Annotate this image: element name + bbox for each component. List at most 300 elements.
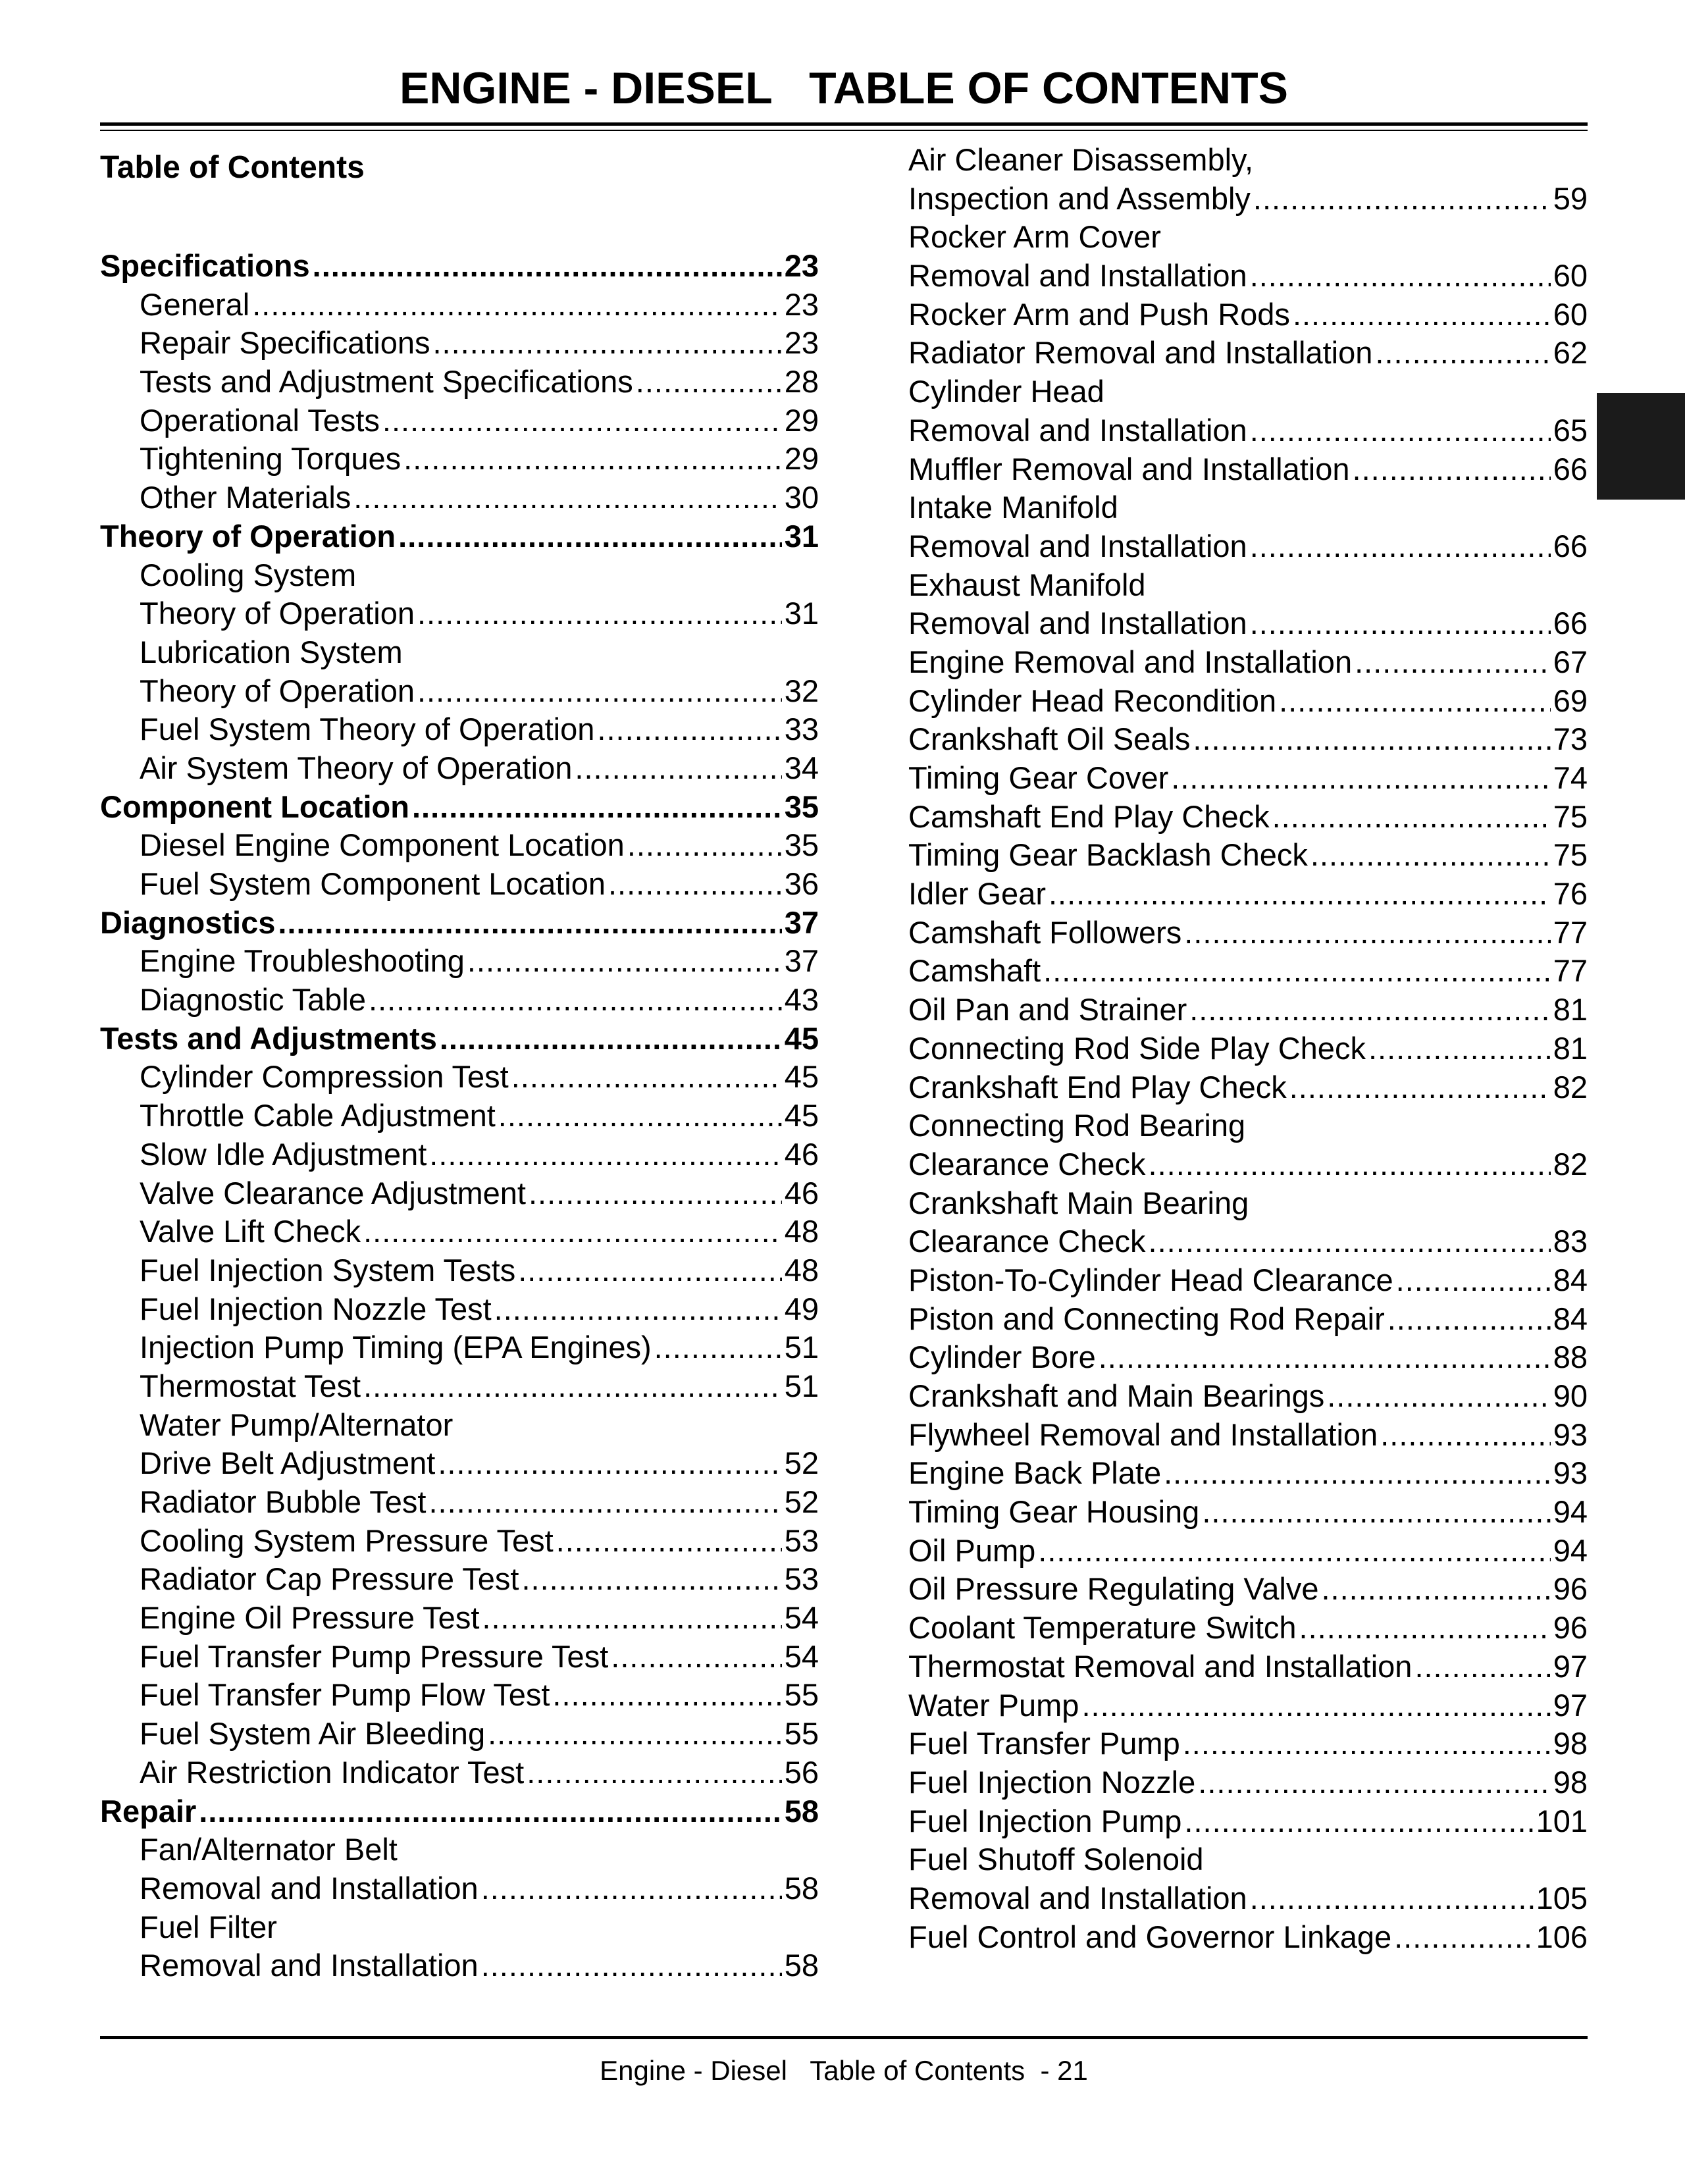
toc-entry-title-line [100,1908,819,1947]
toc-page-number: 84 [1553,1301,1588,1336]
toc-entry-label: Tests and Adjustment Specifications [140,364,633,400]
toc-entry-label: Inspection and Assembly [908,180,1251,216]
toc-page-number: 94 [1553,1532,1588,1568]
dot-leader [440,1020,782,1058]
toc-entry[interactable] [908,1532,1588,1571]
toc-entry[interactable] [100,1328,819,1367]
toc-entry-label: Radiator Cap Pressure Test [140,1561,519,1597]
toc-entry-label: Flywheel Removal and Installation [908,1417,1378,1452]
dot-leader [1149,1222,1551,1261]
toc-entry[interactable] [100,402,819,440]
toc-entry-label: Other Materials [140,480,351,515]
toc-page-number: 45 [784,1020,819,1056]
toc-page-number: 53 [784,1561,819,1597]
toc-entry-label: Exhaust Manifold [908,567,1146,602]
toc-entry[interactable] [100,1097,819,1135]
toc-page-number: 94 [1553,1494,1588,1530]
toc-page-number: 73 [1553,721,1588,757]
toc-entry-title-line [908,1184,1588,1223]
dot-leader [1353,450,1551,489]
dot-leader [398,517,782,556]
toc-entry[interactable] [100,1560,819,1599]
toc-page-number: 53 [784,1522,819,1558]
toc-entry[interactable] [908,1686,1588,1725]
toc-entry-label: Lubrication System [140,634,403,669]
toc-entry-label: Slow Idle Adjustment [140,1136,427,1172]
toc-entry-label: Fuel System Component Location [140,866,606,901]
toc-entry-label: Cylinder Compression Test [140,1059,509,1095]
toc-entry-label: Crankshaft Oil Seals [908,721,1191,757]
toc-entry-title-line [908,1840,1588,1879]
toc-page-number: 75 [1553,837,1588,873]
toc-entry[interactable] [100,710,819,749]
dot-leader [363,1367,782,1406]
toc-entry[interactable] [100,942,819,981]
toc-entry[interactable] [100,1522,819,1561]
toc-entry-label: Engine Oil Pressure Test [140,1600,480,1636]
toc-page-number: 58 [784,1948,819,1983]
dot-leader [1184,1802,1533,1841]
dot-leader [1193,720,1550,759]
toc-page-number: 32 [784,673,819,708]
toc-entry-label: Diesel Engine Component Location [140,827,625,863]
toc-entry-label: Tests and Adjustments [100,1020,437,1056]
toc-entry[interactable] [908,914,1588,952]
dot-leader [1043,952,1551,991]
toc-entry[interactable] [908,720,1588,759]
toc-entry-label: Fuel Filter [140,1909,277,1944]
dot-leader [494,1290,782,1329]
toc-page-number: 93 [1553,1417,1588,1452]
dot-leader [597,710,781,749]
toc-entry[interactable] [908,1648,1588,1686]
toc-section-entry[interactable] [100,247,819,286]
toc-entry[interactable] [100,1638,819,1677]
toc-page-number: 93 [1553,1455,1588,1491]
toc-entry-label: Theory of Operation [140,673,415,708]
dot-leader [1321,1570,1550,1609]
toc-entry[interactable] [908,836,1588,875]
toc-page-number: 45 [784,1059,819,1095]
toc-entry[interactable] [100,1135,819,1174]
toc-page-number: 83 [1553,1224,1588,1259]
toc-entry[interactable] [100,286,819,325]
toc-entry[interactable] [908,682,1588,721]
toc-page-number: 33 [784,712,819,747]
toc-entry[interactable] [908,1029,1588,1068]
toc-page-number: 77 [1553,953,1588,989]
toc-entry-label: Crankshaft Main Bearing [908,1185,1249,1220]
toc-entry-label: Fuel Injection Nozzle Test [140,1291,492,1326]
toc-entry-label: Fuel Control and Governor Linkage [908,1919,1392,1954]
toc-entry[interactable] [100,1599,819,1638]
toc-entry-label: Fuel Injection System Tests [140,1252,516,1287]
toc-entry[interactable] [908,875,1588,914]
dot-leader [608,865,782,904]
toc-entry-title-line [908,488,1588,527]
dot-leader [1253,180,1551,219]
toc-entry-label: Oil Pan and Strainer [908,992,1187,1027]
dot-leader [1299,1609,1551,1648]
toc-entry-label: Removal and Installation [908,258,1247,294]
toc-entry-label: Removal and Installation [908,528,1247,563]
toc-entry-label: Theory of Operation [140,596,415,631]
toc-entry[interactable] [100,1483,819,1522]
toc-entry-label: Tightening Torques [140,441,402,477]
toc-page-number: 88 [1553,1339,1588,1375]
toc-entry[interactable] [100,363,819,402]
toc-entry[interactable] [100,1174,819,1213]
dot-leader [636,363,782,402]
toc-entry-label: Cylinder Head Recondition [908,683,1277,718]
toc-entry-label: Intake Manifold [908,490,1118,525]
dot-leader [429,1135,781,1174]
dot-leader [552,1676,781,1715]
dot-leader [527,1754,781,1792]
toc-entry-label: Thermostat Test [140,1368,361,1403]
dot-leader [1368,1029,1551,1068]
dot-leader [417,672,782,711]
toc-entry[interactable] [908,1377,1588,1416]
toc-section-entry[interactable] [100,1020,819,1058]
toc-entry[interactable] [908,1416,1588,1455]
toc-entry-label: Idler Gear [908,876,1046,912]
toc-entry-label: Removal and Installation [908,606,1247,641]
toc-page-number: 31 [784,518,819,554]
toc-page-number: 43 [784,982,819,1018]
dot-leader [412,788,782,827]
toc-page-number: 23 [784,325,819,361]
toc-entry-label: Engine Troubleshooting [140,943,465,979]
toc-entry-title-line [100,556,819,595]
toc-entry[interactable] [908,1802,1588,1841]
dot-leader [1250,411,1551,450]
dot-leader [1380,1416,1551,1455]
toc-entry[interactable] [100,324,819,363]
dot-leader [1375,334,1550,373]
dot-leader [433,324,782,363]
toc-entry[interactable] [100,440,819,479]
toc-page-number: 96 [1553,1571,1588,1607]
toc-section-entry[interactable] [100,517,819,556]
toc-entry[interactable] [908,1338,1588,1377]
toc-entry[interactable] [100,1290,819,1329]
toc-entry-label: Fan/Alternator Belt [140,1832,398,1867]
toc-entry[interactable] [100,1946,819,1985]
toc-entry-label: Drive Belt Adjustment [140,1445,436,1481]
toc-entry-label: General [140,286,250,322]
toc-entry[interactable] [100,1676,819,1715]
toc-entry[interactable] [908,643,1588,682]
toc-entry-label: Oil Pressure Regulating Valve [908,1571,1319,1607]
toc-entry[interactable] [908,296,1588,334]
toc-right-column [908,141,1588,1956]
toc-page-number: 35 [784,827,819,863]
toc-entry[interactable] [908,1570,1588,1609]
toc-entry[interactable] [100,749,819,788]
dot-leader [1310,836,1551,875]
dot-leader [1387,1300,1551,1339]
toc-entry-label: Fuel Injection Pump [908,1803,1182,1838]
toc-entry-label: Crankshaft and Main Bearings [908,1378,1325,1413]
dot-leader [1279,682,1551,721]
toc-page-number: 105 [1536,1880,1588,1915]
dot-leader [467,942,782,981]
toc-page-number: 60 [1553,258,1588,294]
toc-page-number: 97 [1553,1687,1588,1723]
dot-leader [521,1560,781,1599]
toc-entry[interactable] [908,1493,1588,1532]
toc-entry-label: Camshaft [908,953,1041,989]
toc-page-number: 59 [1553,180,1588,216]
dot-leader [1081,1686,1550,1725]
toc-entry-label: Water Pump/Alternator [140,1407,454,1442]
toc-entry-label: Cylinder Head [908,374,1104,409]
toc-page-number: 75 [1553,798,1588,834]
toc-entry-label: Piston and Connecting Rod Repair [908,1301,1385,1336]
toc-page-number: 76 [1553,876,1588,912]
toc-entry[interactable] [908,1261,1588,1300]
toc-entry[interactable] [100,594,819,633]
toc-entry[interactable] [100,1869,819,1908]
toc-entry[interactable] [100,1754,819,1792]
toc-entry[interactable] [100,1212,819,1251]
toc-entry[interactable] [908,991,1588,1029]
toc-entry[interactable] [908,1879,1588,1918]
toc-page-number: 45 [784,1098,819,1133]
dot-leader [353,479,781,517]
dot-leader [1289,1068,1551,1107]
dot-leader [482,1599,781,1638]
toc-page-number: 48 [784,1214,819,1249]
dot-leader [1293,296,1551,334]
toc-page-number: 74 [1553,760,1588,795]
toc-entry-label: Fuel System Theory of Operation [140,712,595,747]
toc-page-number: 49 [784,1291,819,1326]
toc-entry-label: Injection Pump Timing (EPA Engines) [140,1330,652,1365]
toc-entry[interactable] [908,411,1588,450]
dot-leader [403,440,782,479]
toc-page-number: 69 [1553,683,1588,718]
toc-entry-label: Air Cleaner Disassembly, [908,142,1254,177]
toc-page-number: 30 [784,480,819,515]
dot-leader [1250,527,1551,566]
toc-section-entry[interactable] [100,788,819,827]
toc-entry-label: Camshaft End Play Check [908,798,1270,834]
toc-entry-label: Throttle Cable Adjustment [140,1098,496,1133]
toc-page-number: 81 [1553,992,1588,1027]
toc-entry-label: Connecting Rod Side Play Check [908,1030,1366,1066]
toc-entry-label: Oil Pump [908,1532,1036,1568]
toc-entry-label: Valve Lift Check [140,1214,361,1249]
toc-entry-label: Repair Specifications [140,325,430,361]
toc-entry-label: Removal and Installation [140,1948,479,1983]
dot-leader [511,1058,782,1097]
toc-section-entry[interactable] [100,904,819,943]
toc-entry-title-line [100,633,819,672]
toc-entry[interactable] [100,1367,819,1406]
toc-entry-label: Engine Removal and Installation [908,644,1353,679]
toc-entry-label: Theory of Operation [100,518,396,554]
toc-entry[interactable] [908,1068,1588,1107]
toc-entry[interactable] [908,1725,1588,1763]
header-rule-thin [100,130,1588,131]
toc-page-number: 97 [1553,1648,1588,1684]
dot-leader [382,402,782,440]
toc-entry-label: Valve Clearance Adjustment [140,1175,526,1210]
toc-entry-title-line [908,566,1588,605]
toc-page-number: 82 [1553,1069,1588,1105]
toc-page-number: 29 [784,402,819,438]
toc-entry-title-line [100,1406,819,1445]
toc-entry-label: Fuel Shutoff Solenoid [908,1842,1204,1877]
toc-entry[interactable] [908,759,1588,798]
toc-entry-label: Rocker Arm Cover [908,219,1161,255]
toc-entry-label: Rocker Arm and Push Rods [908,296,1290,332]
toc-entry[interactable] [100,1444,819,1483]
toc-entry-label: Fuel Transfer Pump Flow Test [140,1677,550,1713]
toc-page-number: 36 [784,866,819,901]
toc-entry-label: Cylinder Bore [908,1339,1096,1375]
toc-entry[interactable] [100,981,819,1020]
dot-leader [1272,798,1551,837]
toc-entry-label: Connecting Rod Bearing [908,1108,1246,1143]
dot-leader [363,1212,782,1251]
dot-leader [575,749,781,788]
toc-page-number: 28 [784,364,819,400]
toc-entry[interactable] [908,1300,1588,1339]
toc-page-number: 66 [1553,528,1588,563]
toc-entry[interactable] [100,1251,819,1290]
dot-leader [438,1444,781,1483]
header-rule [100,122,1588,126]
toc-entry-label: Piston-To-Cylinder Head Clearance [908,1262,1393,1297]
toc-page-number: 35 [784,789,819,824]
toc-entry[interactable] [100,865,819,904]
toc-entry-label: Camshaft Followers [908,914,1182,950]
toc-page-number: 55 [784,1677,819,1713]
toc-page-number: 62 [1553,335,1588,371]
toc-entry-label: Muffler Removal and Installation [908,451,1350,486]
page-footer: Engine - Diesel Table of Contents - 21 [600,2055,1088,2086]
toc-page-number: 46 [784,1175,819,1210]
toc-entry[interactable] [100,1058,819,1097]
toc-page-number: 58 [784,1870,819,1906]
dot-leader [369,981,782,1020]
toc-entry[interactable] [908,1454,1588,1493]
toc-entry-label: Specifications [100,248,310,283]
toc-heading: Table of Contents [100,150,365,185]
toc-entry[interactable] [908,1609,1588,1648]
toc-entry[interactable] [908,798,1588,837]
dot-leader [627,826,782,865]
toc-page-number: 90 [1553,1378,1588,1413]
toc-entry-label: Cooling System Pressure Test [140,1522,554,1558]
toc-entry-label: Removal and Installation [140,1870,479,1906]
dot-leader [1049,875,1551,914]
toc-entry-label: Diagnostic Table [140,982,367,1018]
toc-entry-title-line [908,1106,1588,1145]
dot-leader [611,1638,781,1677]
toc-page-number: 23 [784,248,819,283]
dot-leader [1355,643,1551,682]
toc-page-number: 46 [784,1136,819,1172]
dot-leader [1394,1918,1533,1957]
toc-page-number: 34 [784,750,819,785]
toc-page-number: 58 [784,1793,819,1829]
toc-entry[interactable] [908,450,1588,489]
toc-entry[interactable] [908,1763,1588,1802]
toc-page-number: 48 [784,1252,819,1287]
toc-entry[interactable] [100,1715,819,1754]
dot-leader [1198,1763,1550,1802]
toc-page-number: 29 [784,441,819,477]
toc-entry[interactable] [100,826,819,865]
toc-entry-label: Removal and Installation [908,1880,1247,1915]
dot-leader [199,1792,781,1831]
dot-leader [1250,257,1551,296]
toc-page-number: 66 [1553,606,1588,641]
toc-entry-label: Operational Tests [140,402,380,438]
toc-entry-label: Radiator Bubble Test [140,1484,427,1519]
toc-entry-label: Thermostat Removal and Installation [908,1648,1413,1684]
toc-entry-label: Diagnostics [100,904,276,940]
toc-entry[interactable] [908,527,1588,566]
toc-entry-label: Component Location [100,789,409,824]
toc-page-number: 52 [784,1445,819,1481]
dot-leader [1099,1338,1551,1377]
toc-page-number: 106 [1536,1919,1588,1954]
toc-entry-label: Air Restriction Indicator Test [140,1754,525,1790]
dot-leader [518,1251,782,1290]
toc-entry[interactable] [908,257,1588,296]
dot-leader [654,1328,782,1367]
toc-entry[interactable] [908,1918,1588,1957]
toc-entry[interactable] [908,334,1588,373]
dot-leader [1202,1493,1550,1532]
toc-entry-title-line [908,373,1588,411]
toc-entry[interactable] [908,1145,1588,1184]
toc-page-number: 60 [1553,296,1588,332]
dot-leader [428,1483,781,1522]
toc-entry[interactable] [908,180,1588,219]
toc-entry-label: Timing Gear Cover [908,760,1169,795]
dot-leader [1164,1454,1551,1493]
toc-page-number: 37 [784,943,819,979]
toc-entry-label: Cooling System [140,557,357,592]
toc-page-number: 77 [1553,914,1588,950]
toc-entry[interactable] [908,952,1588,991]
toc-entry-label: Radiator Removal and Installation [908,335,1373,371]
dot-leader [1396,1261,1551,1300]
dot-leader [1327,1377,1550,1416]
dot-leader [1183,1725,1551,1763]
toc-page-number: 101 [1536,1803,1588,1838]
toc-page-number: 54 [784,1638,819,1674]
dot-leader [1189,991,1550,1029]
toc-entry[interactable] [100,672,819,711]
toc-entry[interactable] [100,479,819,517]
toc-entry-label: Engine Back Plate [908,1455,1162,1491]
toc-page-number: 37 [784,904,819,940]
toc-section-entry[interactable] [100,1792,819,1831]
toc-entry-label: Clearance Check [908,1146,1146,1182]
toc-entry[interactable] [908,604,1588,643]
dot-leader [556,1522,782,1561]
toc-page-number: 67 [1553,644,1588,679]
toc-entry[interactable] [908,1222,1588,1261]
toc-page-number: 96 [1553,1610,1588,1646]
